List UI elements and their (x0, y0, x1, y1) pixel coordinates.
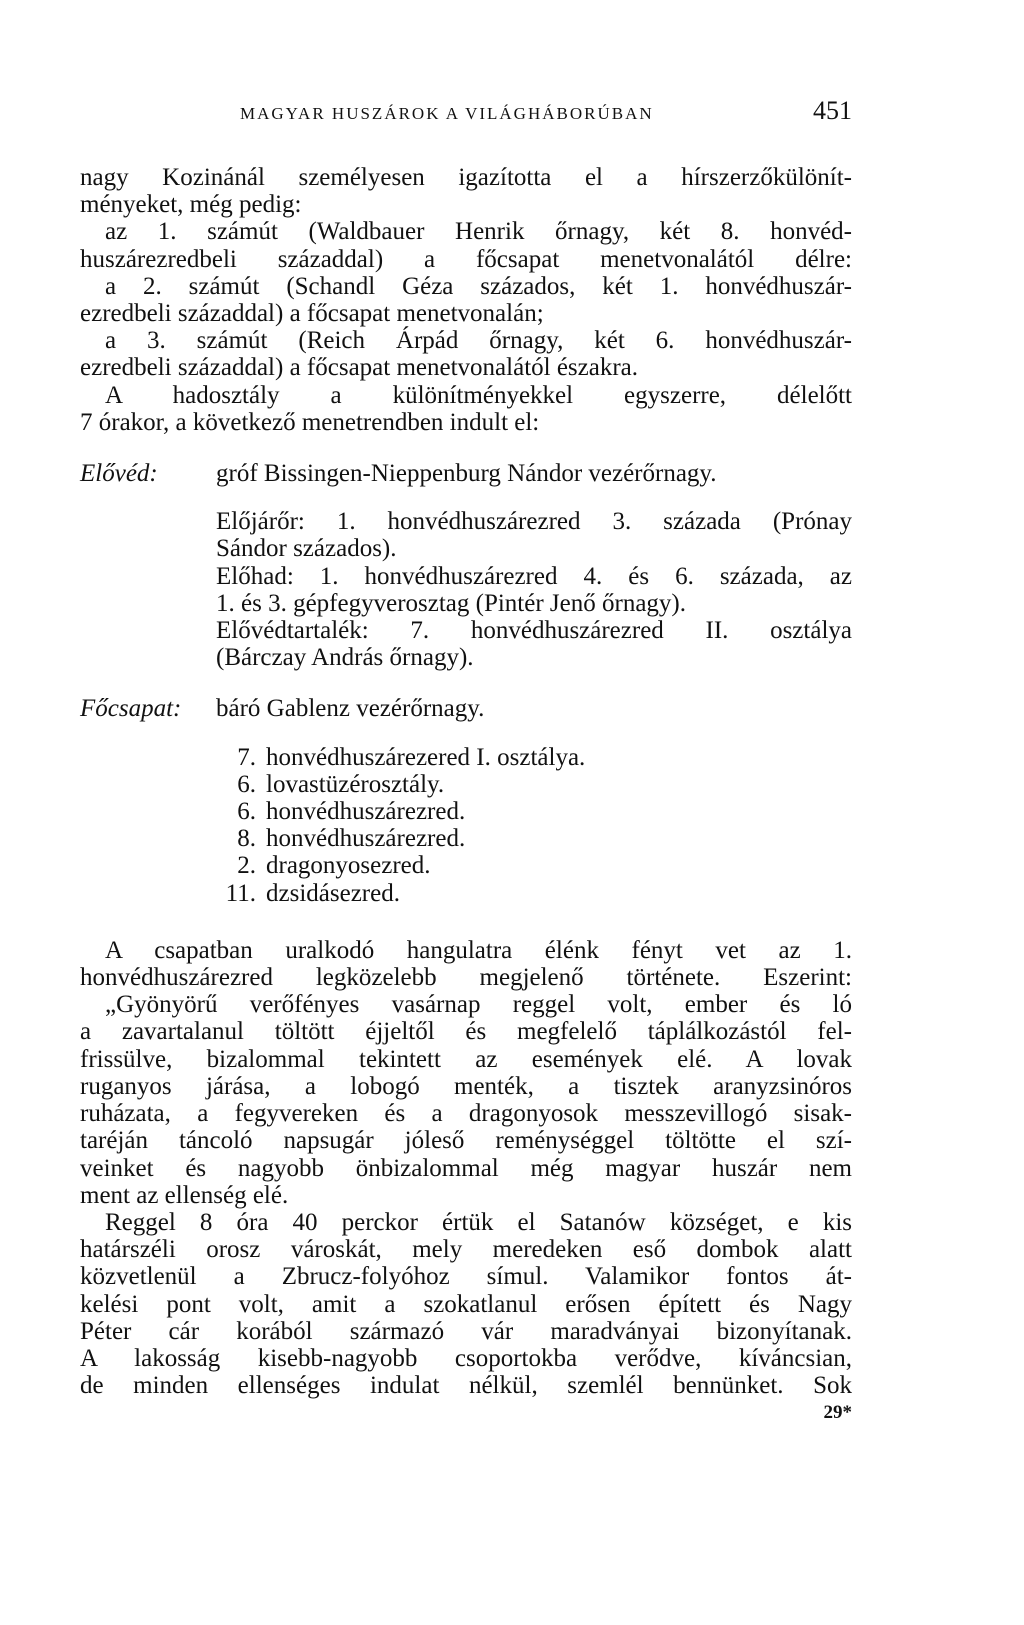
unit-number: 6. (237, 798, 256, 826)
eloved-section (80, 460, 852, 487)
focsapat-section (80, 695, 852, 722)
text-line: A lakosság kisebb-nagyobb csoportokba verődve, kíváncsian, (80, 1344, 852, 1372)
unit-name: dragonyosezred. (266, 852, 431, 880)
detachment-line: az 1. számút (Waldbauer Henrik őrnagy, két 8. honvéd- (105, 218, 852, 246)
text-line: ményeket, még pedig: (80, 191, 302, 219)
unit-number: 8. (237, 825, 256, 853)
eloved-line: Előjárőr: 1. honvédhuszárezred 3. százada (Prónay (216, 508, 852, 536)
unit-number: 6. (237, 770, 256, 798)
eloved-line: 1. és 3. gépfegyverosztag (Pintér Jenő őrnagy). (216, 589, 686, 617)
eloved-line: Elővédtartalék: 7. honvédhuszárezred II. osztálya (216, 617, 852, 645)
eloved-line: (Bárczay András őrnagy). (216, 644, 474, 672)
text-line: 7 órakor, a következő menetrendben indult el: (80, 408, 540, 436)
focsapat-commander: báró Gablenz vezérőrnagy. (216, 695, 485, 723)
text-line: Péter cár korából származó vár maradványai bizonyítanak. (80, 1317, 852, 1345)
printer-signature: 29* (823, 1402, 852, 1424)
eloved-commander: gróf Bissingen-Nieppenburg Nándor vezérőrnagy. (216, 460, 717, 488)
text-line: nagy Kozinánál személyesen igazította el a hírszerzőkülönít- (80, 164, 852, 191)
unit-item (80, 852, 852, 879)
detachment-line: a 3. számút (Reich Árpád őrnagy, két 6. honvédhuszár- (105, 327, 852, 355)
quote-line: ruházata, a fegyvereken és a dragonyosok messzevillogó sisak- (80, 1100, 852, 1128)
unit-number: 11. (225, 879, 256, 907)
detachment-line: huszárezredbeli századdal) a főcsapat menetvonalától délre: (80, 245, 852, 273)
page-body (80, 164, 852, 1427)
text-line: A hadosztály a különítményekkel egyszerre, délelőtt (105, 381, 852, 409)
running-head: MAGYAR HUSZÁROK A VILÁGHÁBORÚBAN (240, 104, 654, 123)
quote-line: „Gyönyörű verőfényes vasárnap reggel volt, ember és ló (105, 991, 852, 1019)
text-line: határszéli orosz városkát, mely meredeken eső dombok alatt (80, 1236, 852, 1264)
eloved-line: Sándor százados). (216, 535, 397, 563)
quote-line: frissülve, bizalommal tekintett az események elé. A lovak (80, 1045, 852, 1073)
unit-item (80, 771, 852, 798)
detachment-line: ezredbeli századdal) a főcsapat menetvonalán; (80, 300, 544, 328)
eloved-line: Előhad: 1. honvédhuszárezred 4. és 6. százada, az (216, 562, 852, 590)
unit-number: 2. (237, 852, 256, 880)
page-header (80, 96, 852, 136)
quote-line: ment az ellenség elé. (80, 1181, 289, 1209)
unit-item (80, 744, 852, 771)
unit-name: honvédhuszárezered I. osztálya. (266, 743, 586, 771)
unit-item (80, 825, 852, 852)
unit-item (80, 798, 852, 825)
unit-number: 7. (237, 743, 256, 771)
text-line: de minden ellenséges indulat nélkül, szemlél bennünket. Sok (80, 1372, 852, 1400)
detachment-line: ezredbeli századdal) a főcsapat menetvonalától északra. (80, 354, 639, 382)
text-line: közvetlenül a Zbrucz-folyóhoz símul. Valamikor fontos át- (80, 1263, 852, 1291)
quote-line: veinket és nagyobb önbizalommal még magyar huszár nem (80, 1154, 852, 1182)
eloved-label: Elővéd: (80, 460, 158, 488)
text-line: honvédhuszárezred legközelebb megjelenő története. Eszerint: (80, 964, 852, 992)
focsapat-label: Főcsapat: (80, 695, 182, 723)
quote-line: taréján táncoló napsugár jóleső reménységgel töltötte el szí- (80, 1127, 852, 1155)
text-line: A csapatban uralkodó hangulatra élénk fényt vet az 1. (105, 936, 852, 964)
detachment-line: a 2. számút (Schandl Géza százados, két 1. honvédhuszár- (105, 272, 852, 300)
unit-name: honvédhuszárezred. (266, 798, 466, 826)
unit-name: honvédhuszárezred. (266, 825, 466, 853)
unit-item (80, 880, 852, 907)
quote-line: ruganyos járása, a lobogó menték, a tisztek aranyzsinóros (80, 1072, 852, 1100)
unit-name: lovastüzérosztály. (266, 770, 445, 798)
text-line: kelési pont volt, amit a szokatlanul erősen épített és Nagy (80, 1290, 852, 1318)
text-line: Reggel 8 óra 40 perckor értük el Satanów községet, e kis (105, 1208, 852, 1236)
unit-name: dzsidásezred. (266, 879, 400, 907)
page-number: 451 (813, 96, 852, 125)
quote-line: a zavartalanul töltött éjjeltől és megfelelő táplálkozástól fel- (80, 1018, 852, 1046)
